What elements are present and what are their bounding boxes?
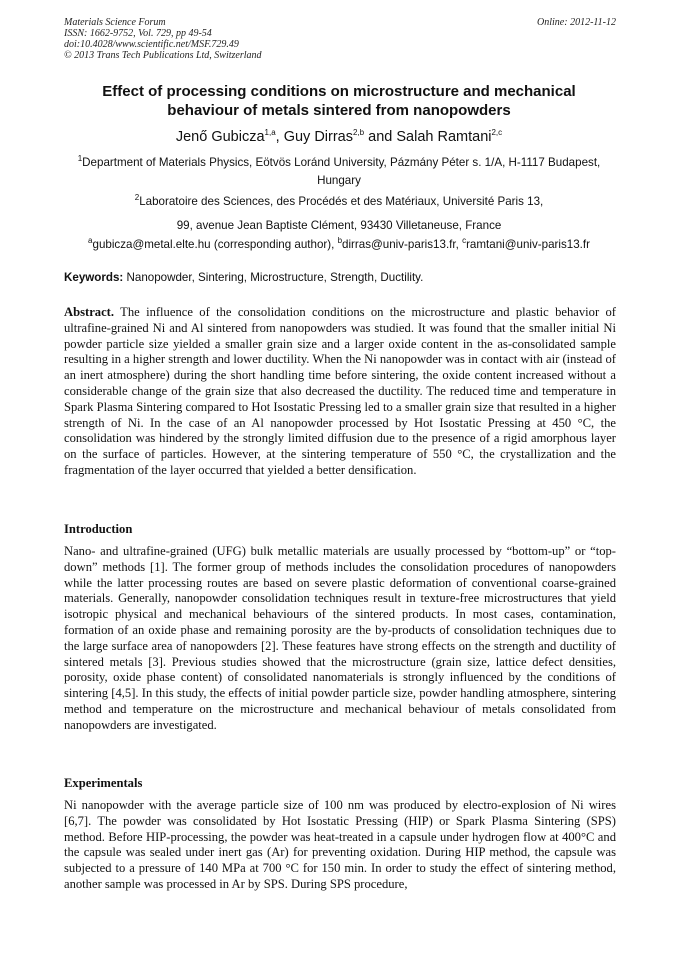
author-name: Jenő Gubicza: [175, 129, 265, 145]
affiliation-text: Laboratoire des Sciences, des Procédés et des Matériaux, Université Paris 13,: [139, 195, 544, 208]
affiliation-2: [64, 193, 614, 235]
keywords: [64, 270, 616, 286]
abstract: [64, 305, 616, 479]
keywords-text: Nanopowder, Sintering, Microstructure, Strength, Ductility.: [123, 271, 424, 284]
affiliation-sup: 1: [77, 154, 83, 164]
author-name: Guy Dirras: [283, 129, 353, 145]
author-separator: ,: [275, 129, 284, 145]
email-a: gubicza@metal.elte.hu (corresponding author),: [92, 238, 338, 251]
email-sup: b: [337, 236, 343, 246]
journal-issn: ISSN: 1662-9752, Vol. 729, pp 49-54: [64, 28, 212, 39]
affiliation-text: 99, avenue Jean Baptiste Clément, 93430 Villetaneuse, France: [176, 219, 502, 232]
section-heading-introduction: Introduction: [64, 522, 133, 536]
abstract-label: Abstract.: [64, 305, 115, 319]
author-list: [64, 128, 614, 146]
email-sup: a: [88, 236, 93, 246]
experimentals-text: Ni nanopowder with the average particle size of 100 nm was produced by electro-explosion of Ni wires [6,7]. The powder was consolidated by Hot Isostatic Pressing (HIP) or Spark Plasma Sintering (SPS) method. Before HIP-processing, the powder was heat-treated in a capsule under hydrogen flow at 400°C and the capsule was sealed under inert gas (Ar) for preventing oxidation. During HIP method, the capsule was subjected to a pressure of 140 MPa at 700 °C for 150 min. In order to study the effect of sintering method, another sample was processed in Ar by SPS. During SPS procedure,: [64, 798, 616, 891]
journal-header: [64, 17, 616, 61]
author-sup: 1,a: [264, 128, 276, 138]
online-date: Online: 2012-11-12: [537, 17, 616, 28]
email-line: [64, 236, 614, 254]
email-c: ramtani@univ-paris13.fr: [466, 238, 590, 251]
paper-title: Effect of processing conditions on microstructure and mechanical behaviour of metals sintered from nanopowders: [102, 83, 576, 119]
journal-copyright: © 2013 Trans Tech Publications Ltd, Switzerland: [64, 50, 262, 61]
email-b: dirras@univ-paris13.fr,: [342, 238, 463, 251]
keywords-label: Keywords:: [64, 271, 124, 284]
author-sup: 2,c: [491, 128, 503, 138]
abstract-text: The influence of the consolidation conditions on the microstructure and plastic behavior of ultrafine-grained Ni and Al sintered from nanopowders was studied. It was found that the smaller initial Ni powder particle size yielded a smaller grain size and a larger oxide content in the as-consolidated sample resulting in a higher strength and lower ductility. When the Ni nanopowder was in contact with air (instead of an inert atmosphere) during the short handling time before sintering, the oxide content increased without a considerable change of the grain size that also decreased the ductility. The reduced time and temperature in Spark Plasma Sintering compared to Hot Isostatic Pressing led to a smaller grain size that resulted in a higher strength of Ni. In the case of an Al nanopowder processed by Hot Isostatic Pressing at 450 °C, the consolidation was hindered by the strongly limited diffusion due to the presence of a rigid amorphous layer on the surface of particles. However, at the sintering temperature of 550 °C, the crystallization and the fragmentation of the layer occurred that yielded a better densification.: [64, 305, 616, 477]
email-sup: c: [462, 236, 467, 246]
author-sup: 2,b: [353, 128, 365, 138]
affiliation-text: Department of Materials Physics, Eötvös Loránd University, Pázmány Péter s. 1/A, H-1117 Budapest, Hungary: [82, 156, 601, 187]
journal-doi: doi:10.4028/www.scientific.net/MSF.729.49: [64, 39, 239, 50]
section-heading-experimentals: Experimentals: [64, 776, 143, 790]
affiliation-1: [64, 154, 614, 190]
affiliation-sup: 2: [134, 193, 140, 203]
author-name: Salah Ramtani: [396, 129, 492, 145]
author-separator: and: [364, 129, 397, 145]
journal-name: Materials Science Forum: [64, 17, 166, 28]
introduction-text: Nano- and ultrafine-grained (UFG) bulk metallic materials are usually processed by “bottom-up” or “top-down” methods [1]. The former group of methods includes the consolidation procedures of nanopowders while the latter processing routes are based on severe plastic deformation of conventional coarse-grained materials. Generally, nanopowder consolidation techniques result in texture-free microstructures that yield isotropic physical and mechanical behaviours of the sintered products. In most cases, contamination, formation of an oxide phase and remaining porosity are the by-products of consolidation techniques due to the large surface area of nanopowders [2]. These features have strong effects on the strength and ductility of sintered metals [3]. Previous studies showed that the microstructure (grain size, lattice defect densities, porosity, oxide phase content) of consolidated nanomaterials is strongly influenced by the conditions of sintering [4,5]. In this study, the effects of initial powder particle size, powder handling atmosphere, sintering method and temperature on the microstructure and mechanical behaviour of metals consolidated from nanopowders are investigated.: [64, 544, 616, 732]
